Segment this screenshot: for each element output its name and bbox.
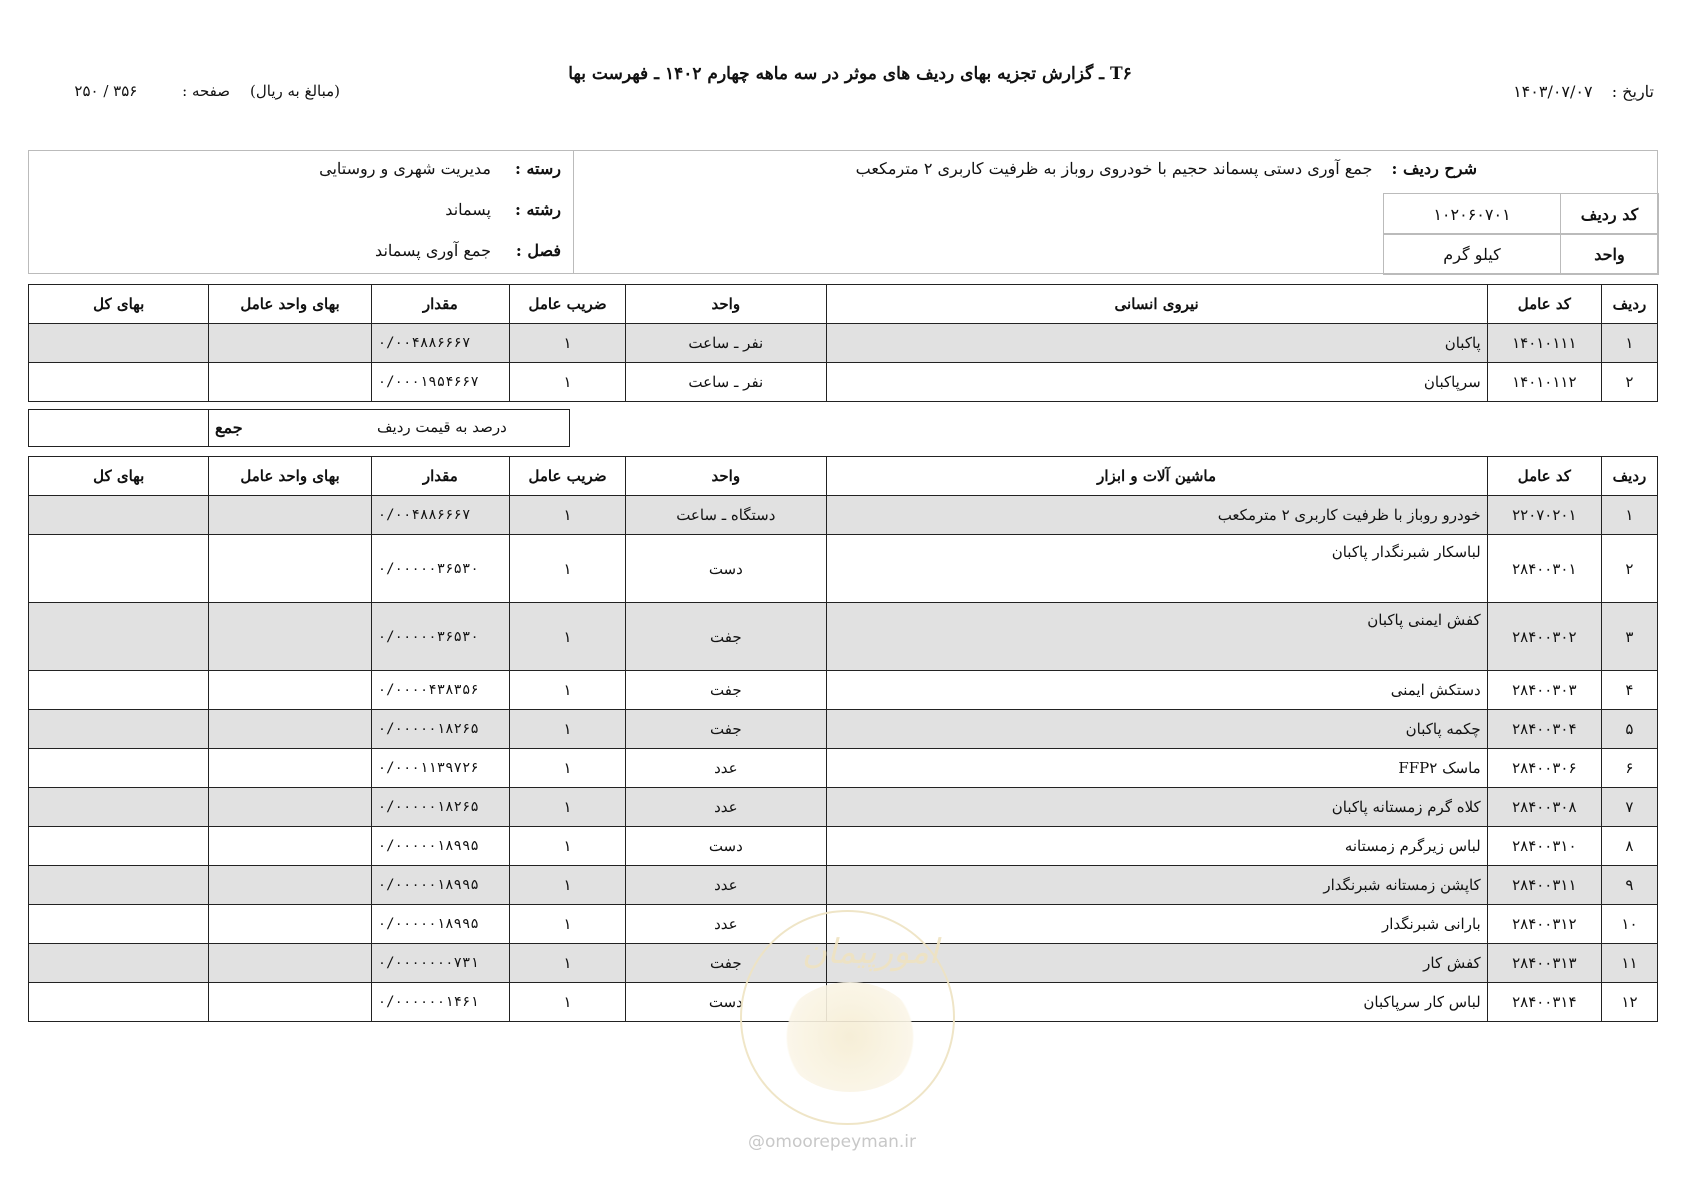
col-unit-price: بهای واحد عامل [209, 285, 371, 324]
cell-code: ۲۸۴۰۰۳۰۸ [1487, 788, 1601, 827]
cell-desc: کاپشن زمستانه شبرنگدار [826, 866, 1487, 905]
cell-code: ۲۸۴۰۰۳۱۰ [1487, 827, 1601, 866]
sharh-label: شرح ردیف : [1391, 159, 1477, 178]
reshte-row [445, 200, 561, 219]
cell-desc: کفش ایمنی پاکبان [826, 603, 1487, 671]
cell-unit: دست [626, 535, 826, 603]
page-value: ۳۵۶ / ۲۵۰ [74, 82, 138, 100]
col-desc: ماشین آلات و ابزار [826, 457, 1487, 496]
amount-note: (مبالغ به ریال) [250, 82, 341, 100]
cell-total [29, 788, 209, 827]
item-code-box [1383, 193, 1659, 235]
cell-desc: لباسکار شبرنگدار پاکبان [826, 535, 1487, 603]
cell-radif: ۶ [1601, 749, 1657, 788]
cell-desc: سرپاکبان [826, 363, 1487, 402]
item-unit-value: کیلو گرم [1443, 244, 1501, 264]
table-row [29, 496, 1658, 535]
cell-radif: ۳ [1601, 603, 1657, 671]
cell-code: ۲۸۴۰۰۳۰۴ [1487, 710, 1601, 749]
cell-zarib: ۱ [509, 944, 625, 983]
cell-desc: چکمه پاکبان [826, 710, 1487, 749]
cell-zarib: ۱ [509, 324, 625, 363]
fasl-row [375, 241, 561, 260]
cell-zarib: ۱ [509, 710, 625, 749]
col-unit-price: بهای واحد عامل [209, 457, 371, 496]
report-date [1513, 82, 1654, 101]
watermark-logo-text: امورپیمان [802, 932, 939, 972]
table-row [29, 749, 1658, 788]
cell-unit: عدد [626, 866, 826, 905]
cell-unit-price [209, 983, 371, 1022]
cell-meghdar: ۰/۰۰۰۰۰۱۸۲۶۵ [371, 788, 509, 827]
cell-unit-price [209, 905, 371, 944]
col-radif: ردیف [1601, 457, 1657, 496]
labor-header-row [29, 285, 1658, 324]
col-zarib: ضریب عامل [509, 285, 625, 324]
cell-meghdar: ۰/۰۰۰۰۰۰۱۴۶۱ [371, 983, 509, 1022]
cell-zarib: ۱ [509, 866, 625, 905]
cell-desc: دستکش ایمنی [826, 671, 1487, 710]
col-meghdar: مقدار [371, 285, 509, 324]
cell-zarib: ۱ [509, 535, 625, 603]
cell-radif: ۴ [1601, 671, 1657, 710]
cell-total [29, 983, 209, 1022]
cell-radif: ۹ [1601, 866, 1657, 905]
labor-sum-row [28, 409, 570, 447]
col-code: کد عامل [1487, 285, 1601, 324]
labor-table [28, 284, 1658, 402]
cell-code: ۱۴۰۱۰۱۱۱ [1487, 324, 1601, 363]
cell-radif: ۱۲ [1601, 983, 1657, 1022]
cell-unit: جفت [626, 671, 826, 710]
date-label: تاریخ : [1611, 82, 1654, 101]
cell-zarib: ۱ [509, 363, 625, 402]
cell-total [29, 496, 209, 535]
cell-zarib: ۱ [509, 496, 625, 535]
raste-value: مدیریت شهری و روستایی [319, 159, 491, 178]
watermark-logo [740, 910, 955, 1125]
watermark-url: @omoorepeyman.ir [748, 1132, 917, 1152]
cell-total [29, 827, 209, 866]
cell-total [29, 324, 209, 363]
cell-unit-price [209, 535, 371, 603]
cell-code: ۲۲۰۷۰۲۰۱ [1487, 496, 1601, 535]
cell-radif: ۱۱ [1601, 944, 1657, 983]
cell-desc: لباس کار سرپاکبان [826, 983, 1487, 1022]
col-desc: نیروی انسانی [826, 285, 1487, 324]
cell-radif: ۱ [1601, 496, 1657, 535]
cell-radif: ۱ [1601, 324, 1657, 363]
cell-unit: نفر ـ ساعت [626, 363, 826, 402]
cell-total [29, 671, 209, 710]
reshte-value: پسماند [445, 200, 491, 219]
cell-zarib: ۱ [509, 749, 625, 788]
cell-desc: کفش کار [826, 944, 1487, 983]
labor-sum-total-cell [29, 410, 209, 446]
cell-radif: ۲ [1601, 535, 1657, 603]
cell-meghdar: ۰/۰۰۰۰۰۱۸۲۶۵ [371, 710, 509, 749]
cell-total [29, 749, 209, 788]
cell-zarib: ۱ [509, 788, 625, 827]
cell-total [29, 535, 209, 603]
item-unit-box [1383, 233, 1659, 275]
cell-unit-price [209, 671, 371, 710]
cell-code: ۲۸۴۰۰۳۰۲ [1487, 603, 1601, 671]
cell-zarib: ۱ [509, 983, 625, 1022]
cell-unit: جفت [626, 710, 826, 749]
cell-total [29, 363, 209, 402]
cell-code: ۲۸۴۰۰۳۱۲ [1487, 905, 1601, 944]
cell-code: ۲۸۴۰۰۳۱۱ [1487, 866, 1601, 905]
cell-radif: ۵ [1601, 710, 1657, 749]
item-code-label: کد ردیف [1560, 194, 1658, 234]
raste-row [319, 159, 561, 178]
table-row [29, 324, 1658, 363]
table-row [29, 671, 1658, 710]
cell-total [29, 944, 209, 983]
machines-header-row [29, 457, 1658, 496]
cell-code: ۲۸۴۰۰۳۰۳ [1487, 671, 1601, 710]
table-row [29, 788, 1658, 827]
cell-unit-price [209, 827, 371, 866]
cell-unit-price [209, 749, 371, 788]
cell-meghdar: ۰/۰۰۰۰۰۰۰۷۳۱ [371, 944, 509, 983]
cell-radif: ۲ [1601, 363, 1657, 402]
cell-total [29, 603, 209, 671]
cell-unit: جفت [626, 603, 826, 671]
item-code-value: ۱۰۲۰۶۰۷۰۱ [1433, 204, 1511, 224]
cell-unit-price [209, 788, 371, 827]
page-indicator [30, 82, 230, 100]
cell-meghdar: ۰/۰۰۰۰۰۱۸۹۹۵ [371, 827, 509, 866]
col-total: بهای کل [29, 457, 209, 496]
cell-meghdar: ۰/۰۰۰۰۰۱۸۹۹۵ [371, 866, 509, 905]
cell-meghdar: ۰/۰۰۰۱۹۵۴۶۶۷ [371, 363, 509, 402]
item-description [856, 159, 1477, 178]
cell-zarib: ۱ [509, 827, 625, 866]
table-row [29, 363, 1658, 402]
cell-unit-price [209, 944, 371, 983]
cell-zarib: ۱ [509, 905, 625, 944]
report-title: T۶ ـ گزارش تجزیه بهای ردیف های موثر در سه ماهه چهارم ۱۴۰۲ ـ فهرست بها [568, 64, 1132, 84]
cell-code: ۲۸۴۰۰۳۰۶ [1487, 749, 1601, 788]
classification-box [29, 151, 574, 273]
cell-desc: خودرو روباز با ظرفیت کاربری ۲ مترمکعب [826, 496, 1487, 535]
fasl-label: فصل : [515, 241, 561, 260]
page-label: صفحه : [182, 82, 230, 100]
col-total: بهای کل [29, 285, 209, 324]
table-row [29, 535, 1658, 603]
col-radif: ردیف [1601, 285, 1657, 324]
reshte-label: رشته : [514, 200, 561, 219]
cell-total [29, 905, 209, 944]
cell-total [29, 866, 209, 905]
cell-unit-price [209, 603, 371, 671]
cell-desc: بارانی شبرنگدار [826, 905, 1487, 944]
cell-unit: عدد [626, 749, 826, 788]
cell-desc: پاکبان [826, 324, 1487, 363]
cell-unit-price [209, 363, 371, 402]
cell-meghdar: ۰/۰۰۴۸۸۶۶۶۷ [371, 496, 509, 535]
col-meghdar: مقدار [371, 457, 509, 496]
cell-radif: ۸ [1601, 827, 1657, 866]
table-row [29, 866, 1658, 905]
cell-desc: کلاه گرم زمستانه پاکبان [826, 788, 1487, 827]
cell-meghdar: ۰/۰۰۰۰۰۱۸۹۹۵ [371, 905, 509, 944]
percent-label: درصد به قیمت ردیف [377, 418, 507, 436]
cell-unit: دست [626, 983, 826, 1022]
col-zarib: ضریب عامل [509, 457, 625, 496]
cell-meghdar: ۰/۰۰۰۰۴۳۸۳۵۶ [371, 671, 509, 710]
sum-label: جمع [215, 418, 243, 437]
cell-meghdar: ۰/۰۰۰۰۰۳۶۵۳۰ [371, 603, 509, 671]
cell-meghdar: ۰/۰۰۰۱۱۳۹۷۲۶ [371, 749, 509, 788]
cell-code: ۲۸۴۰۰۳۱۳ [1487, 944, 1601, 983]
cell-zarib: ۱ [509, 603, 625, 671]
col-unit: واحد [626, 457, 826, 496]
table-row [29, 827, 1658, 866]
date-value: ۱۴۰۳/۰۷/۰۷ [1513, 82, 1593, 101]
cell-unit-price [209, 710, 371, 749]
cell-meghdar: ۰/۰۰۰۰۰۳۶۵۳۰ [371, 535, 509, 603]
cell-desc: لباس زیرگرم زمستانه [826, 827, 1487, 866]
cell-meghdar: ۰/۰۰۴۸۸۶۶۶۷ [371, 324, 509, 363]
cell-code: ۲۸۴۰۰۳۰۱ [1487, 535, 1601, 603]
cell-code: ۲۸۴۰۰۳۱۴ [1487, 983, 1601, 1022]
cell-unit: دست [626, 827, 826, 866]
raste-label: رسته : [514, 159, 561, 178]
item-unit-label: واحد [1560, 234, 1658, 274]
fasl-value: جمع آوری پسماند [375, 241, 491, 260]
cell-code: ۱۴۰۱۰۱۱۲ [1487, 363, 1601, 402]
cell-unit: عدد [626, 788, 826, 827]
sharh-value: جمع آوری دستی پسماند حجیم با خودروی روباز به ظرفیت کاربری ۲ مترمکعب [855, 159, 1373, 178]
cell-desc: ماسک FFP۲ [826, 749, 1487, 788]
cell-unit: نفر ـ ساعت [626, 324, 826, 363]
cell-total [29, 710, 209, 749]
watermark-gear-icon [780, 982, 920, 1092]
item-info-box [28, 150, 1658, 274]
cell-radif: ۱۰ [1601, 905, 1657, 944]
table-row [29, 710, 1658, 749]
cell-unit: دستگاه ـ ساعت [626, 496, 826, 535]
cell-unit-price [209, 496, 371, 535]
col-unit: واحد [626, 285, 826, 324]
table-row [29, 603, 1658, 671]
cell-unit-price [209, 324, 371, 363]
cell-unit: جفت [626, 944, 826, 983]
cell-unit: عدد [626, 905, 826, 944]
cell-zarib: ۱ [509, 671, 625, 710]
cell-unit-price [209, 866, 371, 905]
col-code: کد عامل [1487, 457, 1601, 496]
cell-radif: ۷ [1601, 788, 1657, 827]
